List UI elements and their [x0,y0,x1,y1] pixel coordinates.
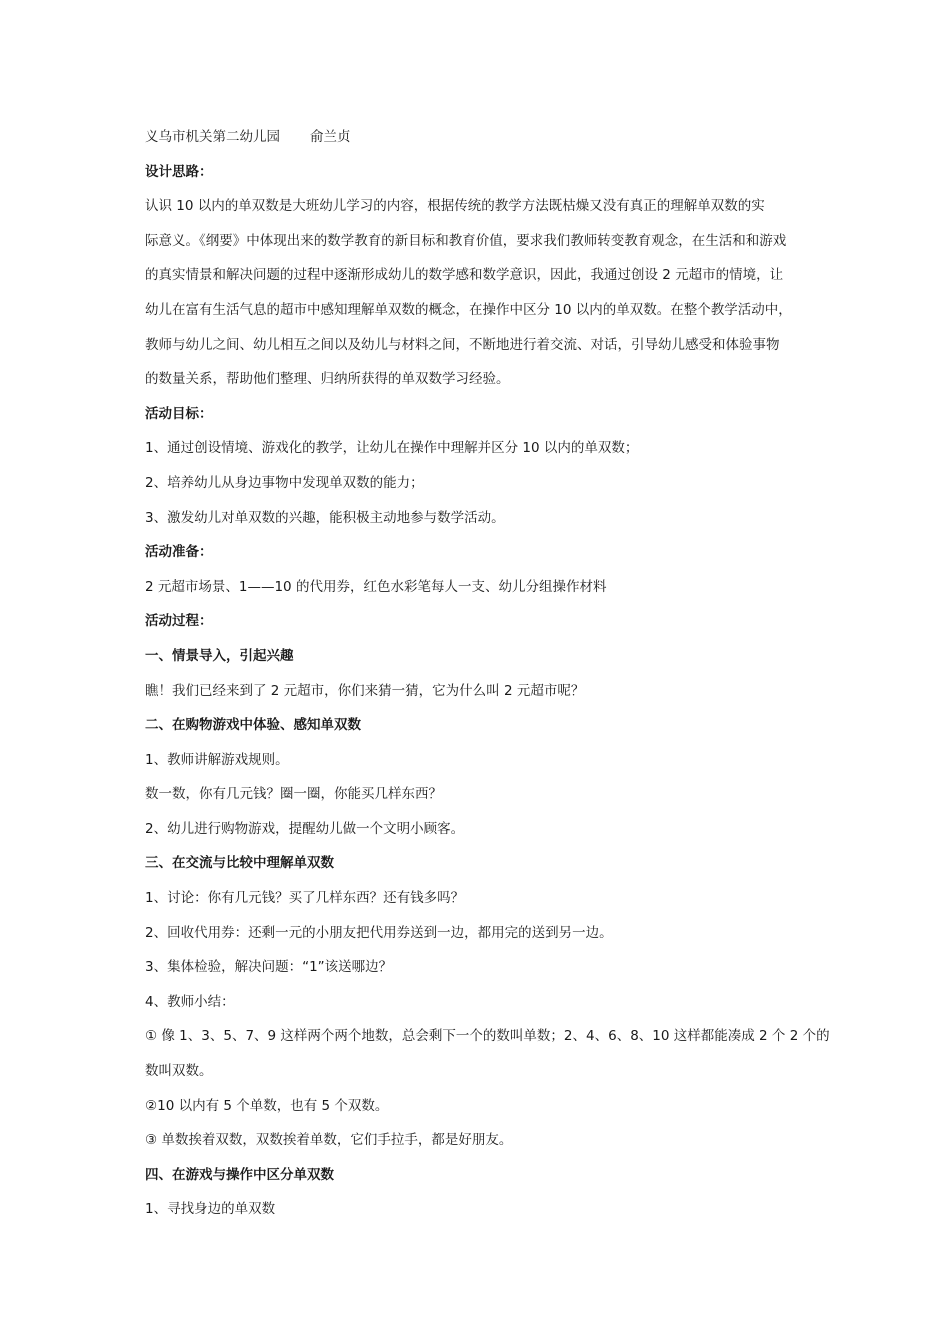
document-page [145,125,830,1232]
section-2-item-2: 数一数，你有几元钱？圈一圈，你能买几样东西？ [145,786,442,803]
section-1-text: 瞧！我们已经来到了 2 元超市，你们来猜一猜，它为什么叫 2 元超市呢？ [145,682,585,699]
prep-heading: 活动准备： [145,544,213,561]
school-name: 义乌市机关第二幼儿园 [145,129,280,145]
summary-1-line-1: ① 像 1、3、5、7、9 这样两个两个地数，总会剩下一个的数叫单数；2、4、6、8、10 这样都能凑成 2 个 2 个的 [145,1028,830,1045]
summary-2: ②10 以内有 5 个单数，也有 5 个双数。 [145,1097,389,1114]
design-heading: 设计思路： [145,163,213,180]
section-2-item-3: 2、幼儿进行购物游戏，提醒幼儿做一个文明小顾客。 [145,820,465,837]
section-3-item-2: 2、回收代用券：还剩一元的小朋友把代用券送到一边，都用完的送到另一边。 [145,924,613,941]
header-line [145,125,815,160]
goals-heading: 活动目标： [145,405,213,422]
goal-item-1: 1、通过创设情境、游戏化的教学，让幼儿在操作中理解并区分 10 以内的单双数； [145,440,639,457]
design-line-1: 认识 10 以内的单双数是大班幼儿学习的内容，根据传统的教学方法既枯燥又没有真正的理解单双数的实 [145,198,765,215]
author-name: 俞兰贞 [310,129,351,145]
section-3-item-1: 1、讨论：你有几元钱？买了几样东西？还有钱多吗？ [145,890,465,907]
section-1-title: 一、情景导入，引起兴趣 [145,647,294,664]
design-line-4: 幼儿在富有生活气息的超市中感知理解单双数的概念，在操作中区分 10 以内的单双数。在整个教学活动中， [145,301,792,318]
goal-item-2: 2、培养幼儿从身边事物中发现单双数的能力； [145,474,424,491]
section-2-item-1: 1、教师讲解游戏规则。 [145,751,289,768]
design-line-3: 的真实情景和解决问题的过程中逐渐形成幼儿的数学感和数学意识，因此，我通过创设 2 元超市的情境，让 [145,267,784,284]
goal-item-3: 3、激发幼儿对单双数的兴趣，能积极主动地参与数学活动。 [145,509,505,526]
process-heading: 活动过程： [145,613,213,630]
section-2-title: 二、在购物游戏中体验、感知单双数 [145,717,361,734]
design-line-6: 的数量关系，帮助他们整理、归纳所获得的单双数学习经验。 [145,371,510,388]
summary-1-line-2: 数叫双数。 [145,1063,213,1080]
section-3-item-4: 4、教师小结： [145,993,235,1010]
section-3-item-3: 3、集体检验，解决问题：“1”该送哪边？ [145,959,393,976]
design-line-2: 际意义。《纲要》中体现出来的数学教育的新目标和教育价值，要求我们教师转变教育观念，在生活和和游戏 [145,232,787,249]
section-4-item-1: 1、寻找身边的单双数 [145,1201,276,1218]
section-3-title: 三、在交流与比较中理解单双数 [145,855,334,872]
design-line-5: 教师与幼儿之间、幼儿相互之间以及幼儿与材料之间，不断地进行着交流、对话，引导幼儿感受和体验事物 [145,336,780,353]
prep-text: 2 元超市场景、1——10 的代用券，红色水彩笔每人一支、幼儿分组操作材料 [145,578,607,595]
summary-3: ③ 单数挨着双数，双数挨着单数，它们手拉手，都是好朋友。 [145,1132,513,1149]
section-4-title: 四、在游戏与操作中区分单双数 [145,1166,334,1183]
